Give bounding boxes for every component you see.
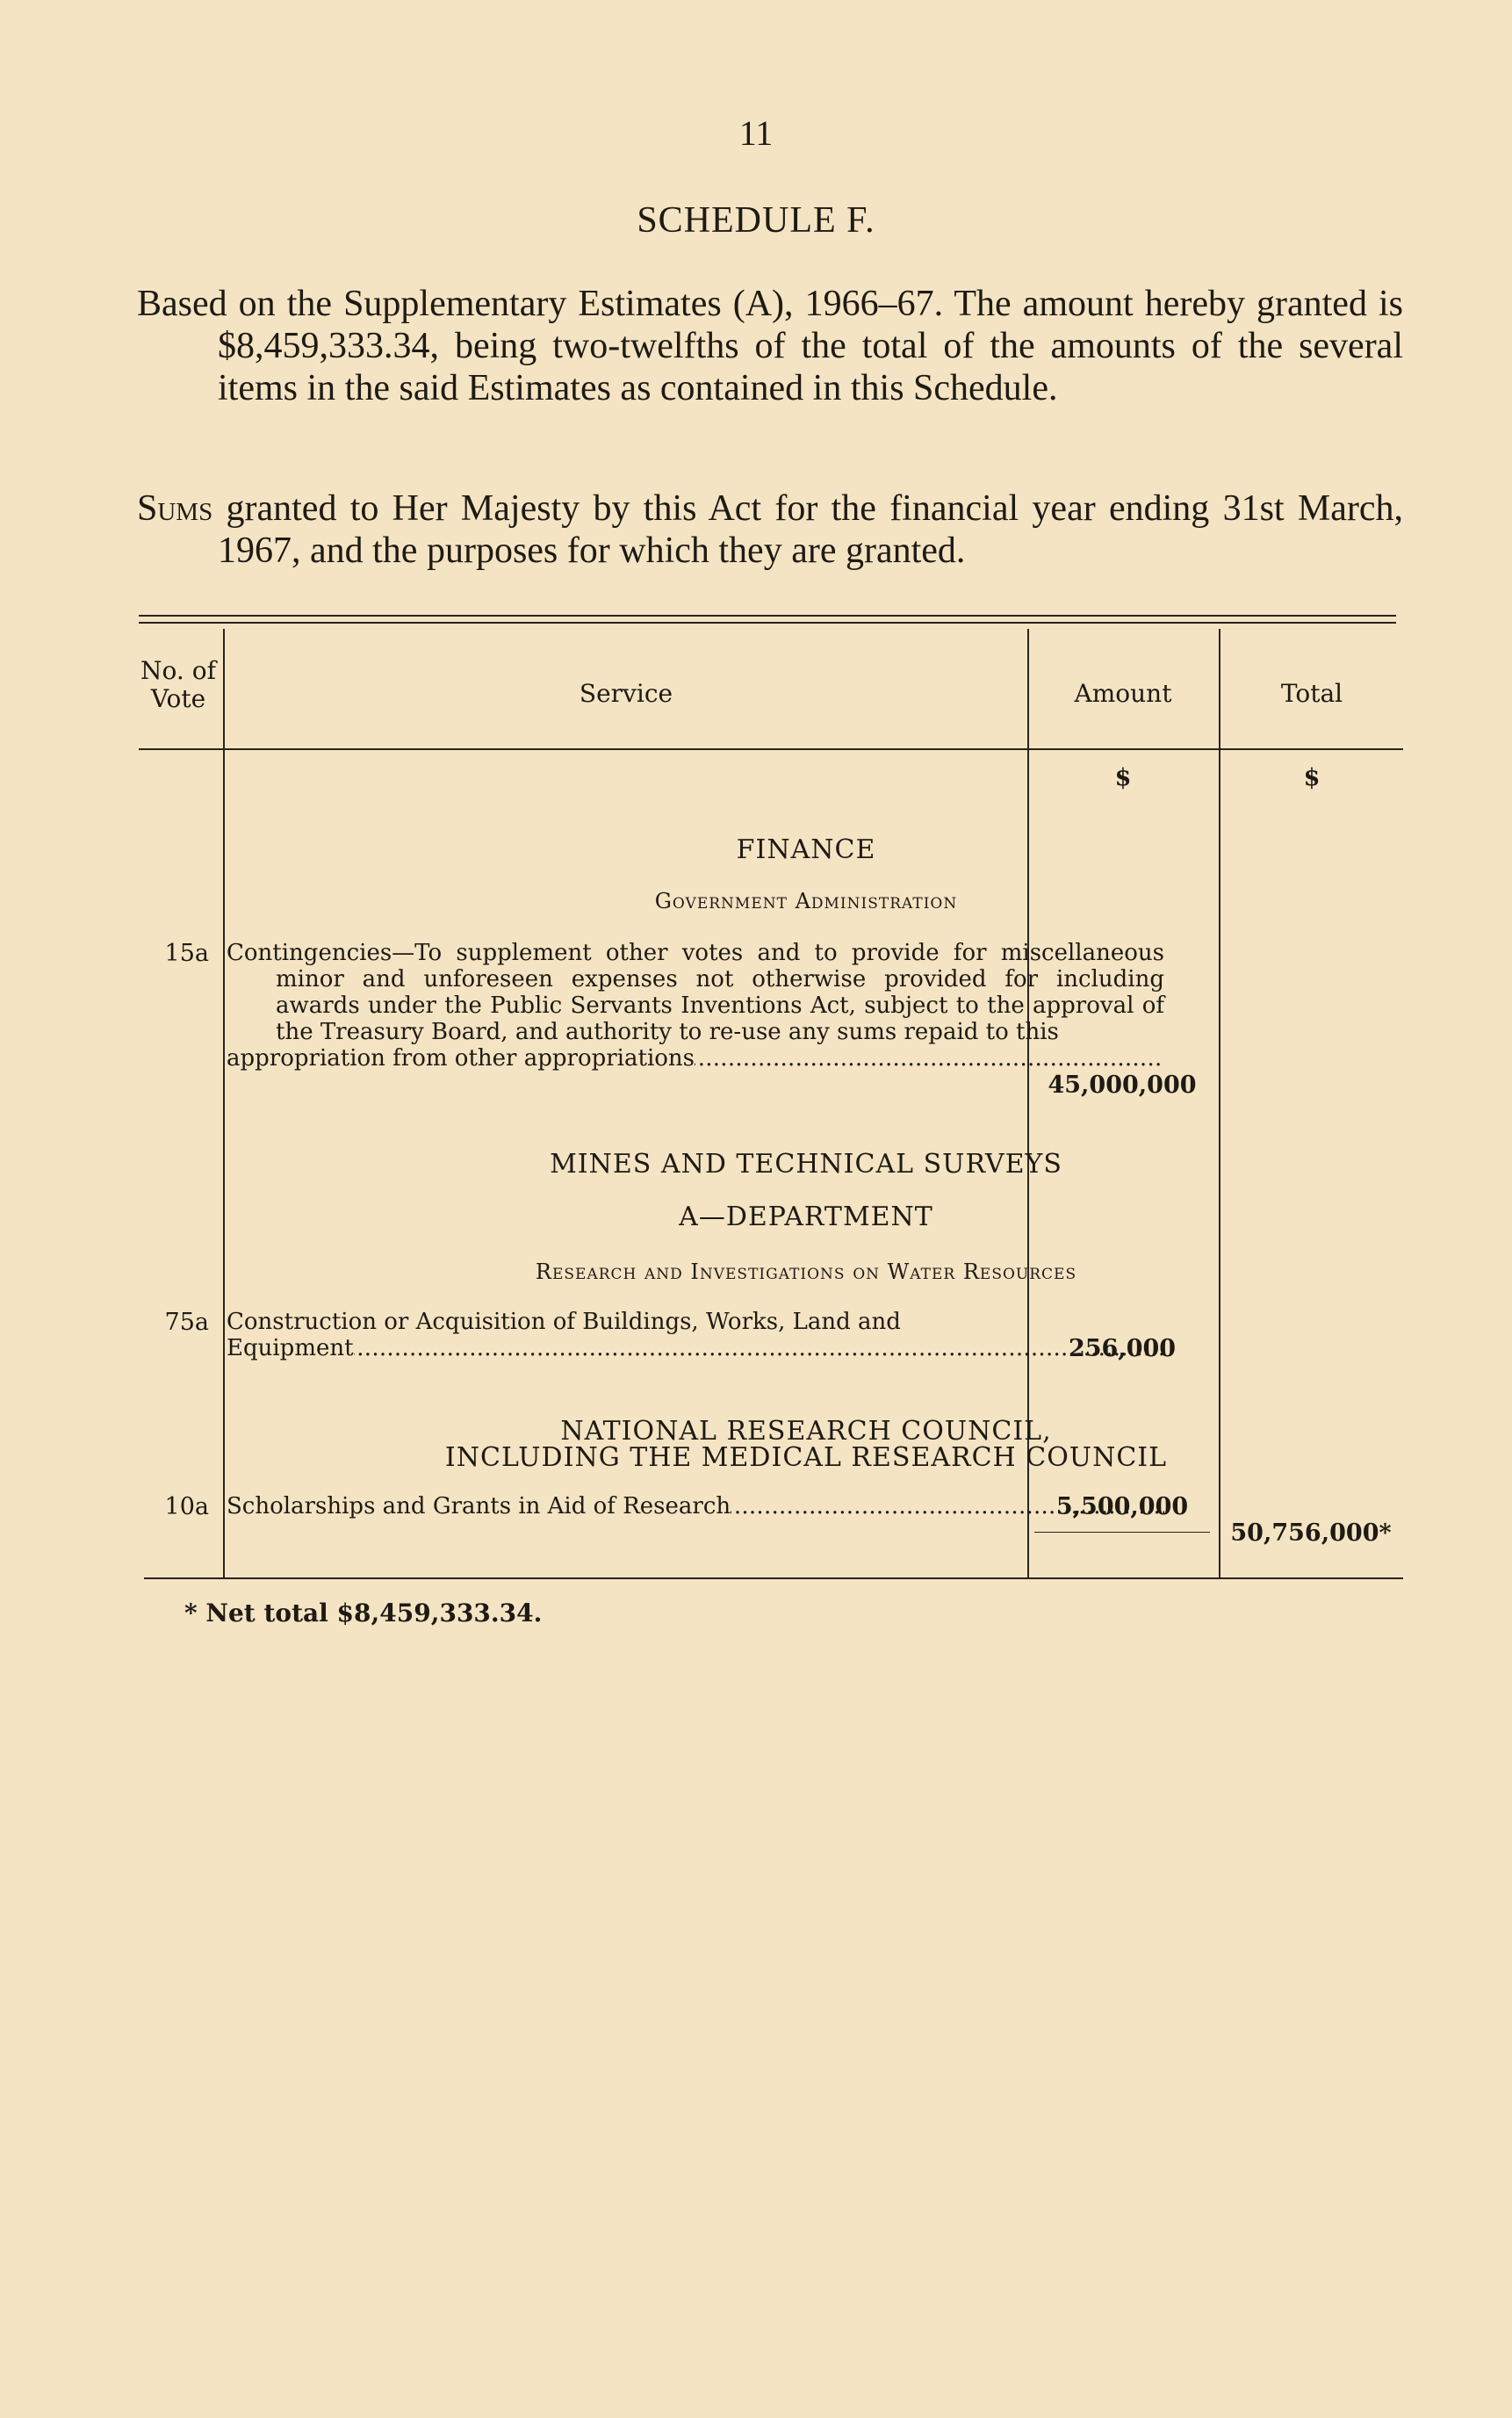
- amount-subtotal-rule: [1034, 1532, 1210, 1533]
- item-scholarships-last: Scholarships and Grants in Aid of Research: [227, 1493, 731, 1519]
- header-service: Service: [579, 679, 673, 708]
- item-contingencies-last: appropriation from other appropriations: [227, 1045, 695, 1072]
- footnote: * Net total $8,459,333.34.: [184, 1599, 543, 1628]
- schedule-title: SCHEDULE F.: [637, 200, 875, 241]
- intro-paragraph: Based on the Supplementary Estimates (A), 1966–67. The amount hereby granted is $8,459,333.34, being two-twelfths of the total of the amounts of the several items in the said Estimates as contained in this Schedule.: [137, 284, 1403, 408]
- table-bottom-rule: [144, 1577, 1403, 1579]
- currency-total: $: [1303, 764, 1321, 791]
- item-construction-text: Construction or Acquisition of Buildings, Works, Land and: [227, 1309, 901, 1335]
- table-top-rule-inner: [139, 622, 1396, 624]
- section-finance-subheading: Government Administration: [654, 889, 958, 913]
- schedule-table: [139, 615, 1403, 1581]
- page-number: 11: [738, 113, 774, 153]
- item-construction-last: Equipment: [227, 1335, 354, 1361]
- item-contingencies: [227, 940, 1164, 1072]
- header-vote: No. of Vote: [140, 656, 216, 713]
- dot-leader: [695, 1045, 1164, 1072]
- currency-amount: $: [1114, 764, 1132, 791]
- vote-75a: 75a: [164, 1309, 209, 1336]
- col-divider-vote: [223, 629, 225, 1577]
- section-nrc-heading-1: NATIONAL RESEARCH COUNCIL,: [560, 1416, 1052, 1447]
- sums-rest: granted to Her Majesty by this Act for the financial year ending 31st March, 1967, and the purposes for which they are granted.: [212, 488, 1403, 571]
- section-mines-heading: MINES AND TECHNICAL SURVEYS: [550, 1149, 1062, 1180]
- section-nrc-heading-2: INCLUDING THE MEDICAL RESEARCH COUNCIL: [444, 1442, 1168, 1473]
- section-mines-heading2: A—DEPARTMENT: [679, 1202, 933, 1232]
- section-finance-heading: FINANCE: [736, 834, 876, 865]
- header-total: Total: [1280, 679, 1343, 708]
- item-scholarships: [227, 1493, 1164, 1519]
- header-rule: [139, 748, 1403, 750]
- amount-10a: 5,500,000: [1055, 1493, 1189, 1520]
- table-top-rule: [139, 615, 1396, 617]
- amount-15a: 45,000,000: [1048, 1072, 1197, 1099]
- header-amount: Amount: [1074, 679, 1172, 708]
- sums-lead: Sums: [137, 488, 213, 529]
- section-mines-subheading: Research and Investigations on Water Resources: [535, 1260, 1077, 1284]
- vote-10a: 10a: [164, 1493, 209, 1520]
- grand-total: 50,756,000*: [1230, 1519, 1392, 1547]
- vote-15a: 15a: [164, 940, 209, 967]
- amount-75a: 256,000: [1068, 1335, 1177, 1362]
- item-contingencies-text: Contingencies—To supplement other votes and to provide for miscellaneous minor and unforeseen expenses not otherwise provided for including awards under the Public Servants Inventions Act, subject to the approval of the Treasury Board, and authority to re-use any sums repaid to this: [227, 940, 1164, 1045]
- sums-paragraph: [137, 487, 1403, 572]
- item-construction: [227, 1309, 1164, 1361]
